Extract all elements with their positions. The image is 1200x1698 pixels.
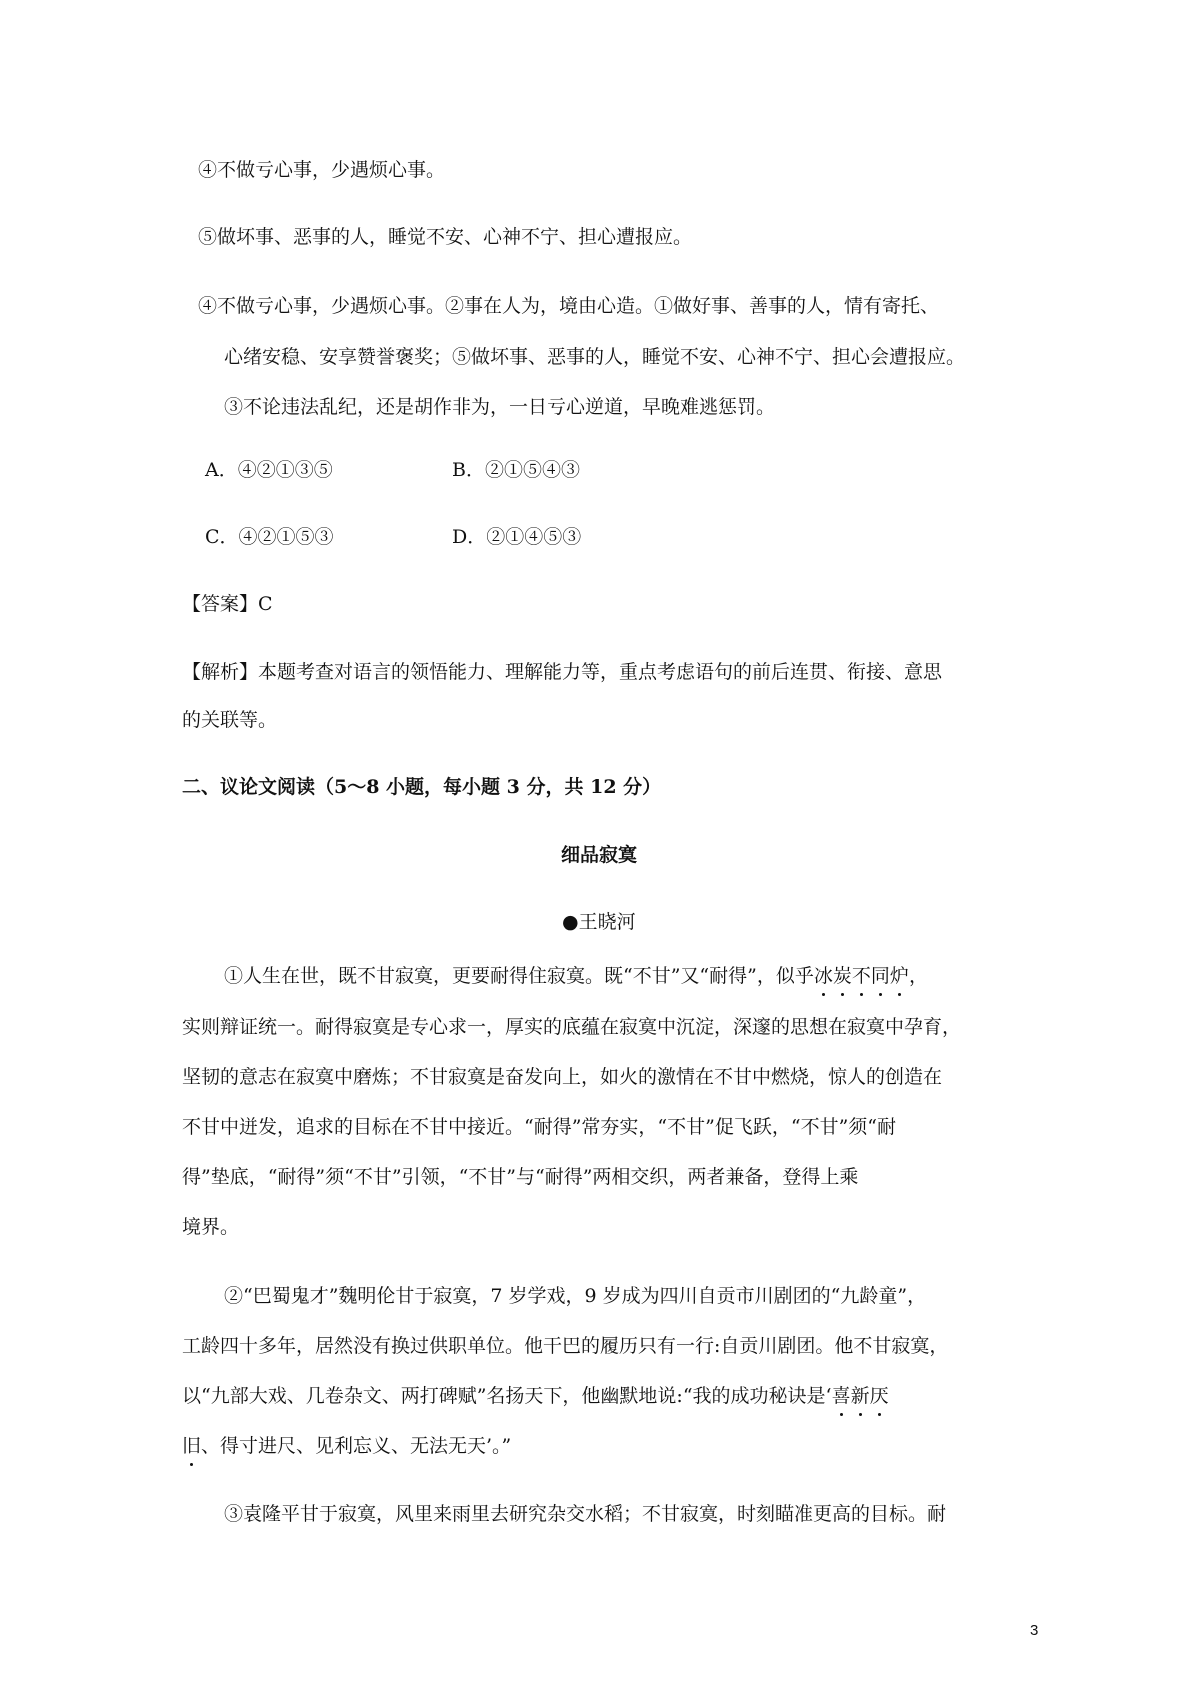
choice-c-text: ④②①⑤③ <box>238 526 334 548</box>
emphasis-char-tan: 炭 <box>833 962 852 990</box>
choice-c <box>205 523 334 551</box>
answer <box>182 590 273 618</box>
paragraph-1-line-5: 得”垫底，“耐得”须“不甘”引领，“不甘”与“耐得”两相交织，两者兼备，登得上乘 <box>182 1166 859 1188</box>
paragraph-1-line-1 <box>224 962 928 990</box>
emphasis-char-xi: 喜 <box>832 1382 851 1410</box>
ordered-sentence-line-1: ④不做亏心事，少遇烦心事。②事在人为，境由心造。①做好事、善事的人，情有寄托、 <box>198 295 940 317</box>
emphasis-char-bing: 冰 <box>814 962 833 990</box>
choice-a-letter: A． <box>205 459 238 481</box>
article-author: ●王晓河 <box>562 911 636 933</box>
option-5: ⑤做坏事、恶事的人，睡觉不安、心神不宁、担心遭报应。 <box>198 226 693 248</box>
paragraph-2-line-2: 工龄四十多年，居然没有换过供职单位。他干巴的履历只有一行:自贡川剧团。他不甘寂寞， <box>182 1335 949 1357</box>
choice-d <box>452 523 581 551</box>
paragraph-2-line-4-text: 、得寸进尺、见利忘义、无法无天’。” <box>201 1435 512 1457</box>
paragraph-3-line-1: ③袁隆平甘于寂寞，风里来雨里去研究杂交水稻；不甘寂寞，时刻瞄准更高的目标。耐 <box>224 1503 947 1525</box>
ordered-sentence-line-3: ③不论违法乱纪，还是胡作非为，一日亏心逆道，早晚难逃惩罚。 <box>224 396 776 418</box>
analysis-line-1: 【解析】本题考查对语言的领悟能力、理解能力等，重点考虑语句的前后连贯、衔接、意思 <box>182 661 943 683</box>
choice-c-letter: C． <box>205 526 239 548</box>
analysis-line-2: 的关联等。 <box>182 709 278 731</box>
ordered-sentence-line-2: 心绪安稳、安享赞誉褒奖；⑤做坏事、恶事的人，睡觉不安、心神不宁、担心会遭报应。 <box>224 346 966 368</box>
choice-b-letter: B． <box>452 459 485 481</box>
paragraph-2-line-3-text: 以“九部大戏、几卷杂文、两打碑赋”名扬天下，他幽默地说:“我的成功秘诀是‘ <box>182 1385 832 1407</box>
section-heading: 二、议论文阅读（5～8 小题，每小题 3 分，共 12 分） <box>182 776 662 798</box>
emphasis-char-yan: 厌 <box>870 1382 889 1410</box>
emphasis-char-jiu: 旧 <box>182 1432 201 1460</box>
paragraph-1-line-3: 坚韧的意志在寂寞中磨炼；不甘寂寞是奋发向上，如火的激情在不甘中燃烧，惊人的创造在 <box>182 1066 943 1088</box>
paragraph-1-line-1-text: ①人生在世，既不甘寂寞，更要耐得住寂寞。既“不甘”又“耐得”，似乎 <box>224 965 814 987</box>
answer-label: 【答案】 <box>182 593 259 615</box>
emphasis-char-bu: 不 <box>852 962 871 990</box>
emphasis-char-lu: 炉 <box>890 962 909 990</box>
article-title: 细品寂寞 <box>561 844 638 866</box>
choice-b <box>452 456 580 484</box>
choice-d-text: ②①④⑤③ <box>486 526 582 548</box>
choice-a-text: ④②①③⑤ <box>237 459 333 481</box>
emphasis-char-tong: 同 <box>871 962 890 990</box>
paragraph-1-line-6: 境界。 <box>182 1216 240 1238</box>
answer-value: C <box>258 593 273 615</box>
emphasis-char-xin: 新 <box>851 1382 870 1410</box>
paragraph-2-line-1: ②“巴蜀鬼才”魏明伦甘于寂寞，7 岁学戏，9 岁成为四川自贡市川剧团的“九龄童”， <box>224 1285 927 1307</box>
paragraph-1-line-4: 不甘中迸发，追求的目标在不甘中接近。“耐得”常夯实，“不甘”促飞跃，“不甘”须“耐 <box>182 1116 896 1138</box>
paragraph-1-line-1-end: ， <box>908 965 928 987</box>
choice-b-text: ②①⑤④③ <box>484 459 580 481</box>
page-number: 3 <box>1030 1622 1039 1639</box>
paragraph-2-line-3 <box>182 1382 889 1410</box>
choice-d-letter: D． <box>452 526 487 548</box>
paragraph-2-line-4 <box>182 1432 511 1460</box>
choice-a <box>205 456 333 484</box>
option-4: ④不做亏心事，少遇烦心事。 <box>198 159 446 181</box>
paragraph-1-line-2: 实则辩证统一。耐得寂寞是专心求一，厚实的底蕴在寂寞中沉淀，深邃的思想在寂寞中孕育， <box>182 1016 962 1038</box>
